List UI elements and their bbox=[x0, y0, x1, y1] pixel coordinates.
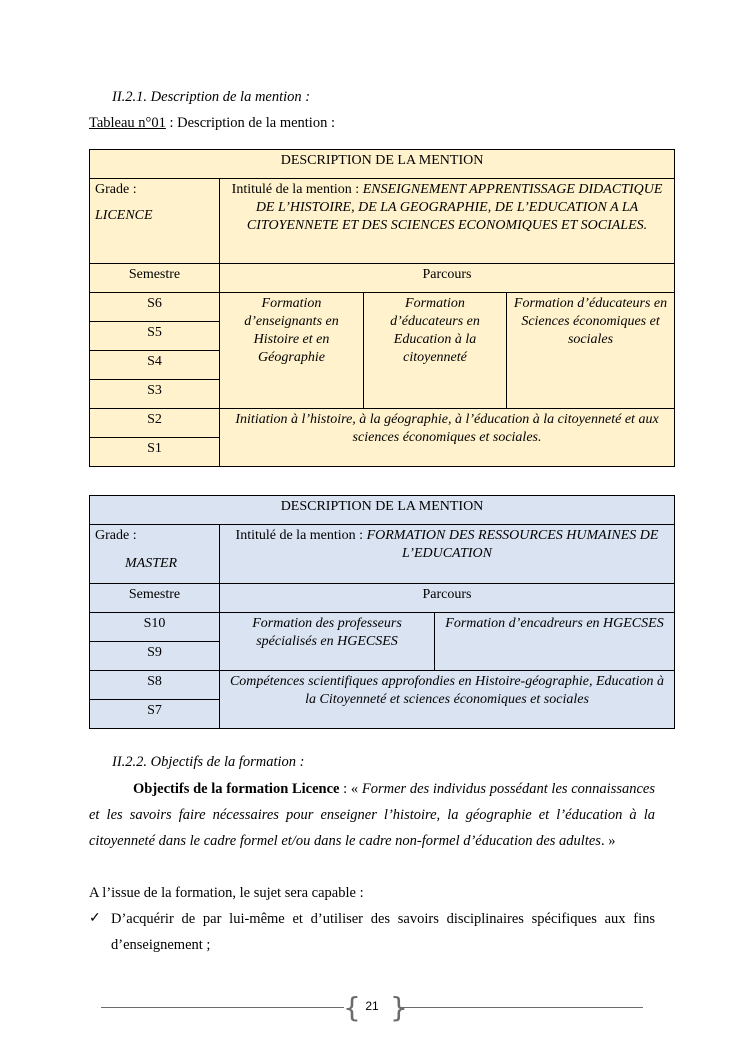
licence-description-table bbox=[89, 149, 675, 467]
right-brace-icon: } bbox=[390, 991, 408, 1024]
bullet-item: D’acquérir de par lui-même et d’utiliser des savoirs disciplinaires spécifiques aux fins d’enseignement ; bbox=[111, 911, 655, 953]
master-parcours-header: Parcours bbox=[220, 584, 675, 613]
licence-semester-cell: S6 bbox=[90, 293, 220, 322]
master-semestre-header: Semestre bbox=[90, 584, 220, 613]
licence-semestre-header: Semestre bbox=[90, 264, 220, 293]
licence-grade-cell bbox=[90, 179, 220, 264]
objectifs-lead: Objectifs de la formation Licence bbox=[133, 781, 340, 797]
licence-intitule-value: ENSEIGNEMENT APPRENTISSAGE DIDACTIQUE DE L’HISTOIRE, DE LA GEOGRAPHIE, DE L’EDUCATION A LA CITOYENNETE ET DES SCIENCES ECONOMIQUES ET SOCIALES. bbox=[246, 182, 663, 233]
licence-semester-cell: S2 bbox=[90, 409, 220, 438]
master-intitule-value: FORMATION DES RESSOURCES HUMAINES DE L’EDUCATION bbox=[366, 528, 659, 561]
licence-intitule-cell bbox=[220, 179, 675, 264]
table-caption bbox=[89, 115, 335, 132]
licence-parcours-sciences-eco: Formation d’éducateurs en Sciences économiques et sociales bbox=[507, 293, 675, 409]
footer-rule-right bbox=[400, 1007, 643, 1008]
master-grade-label: Grade : bbox=[95, 528, 137, 543]
master-table-header: DESCRIPTION DE LA MENTION bbox=[90, 496, 675, 525]
master-grade-cell bbox=[90, 525, 220, 584]
master-description-table bbox=[89, 495, 675, 729]
licence-intitule-label: Intitulé de la mention : bbox=[231, 182, 363, 197]
licence-semester-cell: S3 bbox=[90, 380, 220, 409]
master-competences-cell: Compétences scientifiques approfondies en Histoire-géographie, Education à la Citoyenneté et sciences économiques et sociales bbox=[220, 671, 675, 729]
licence-parcours-header: Parcours bbox=[220, 264, 675, 293]
objectifs-quote: Former des individus possédant les connaissances et les savoirs faire nécessaires pour enseigner l’histoire, la géographie et l’éducation à la citoyenneté dans le cadre formel et/ou dans le cadre non-formel d’éducation des adultes bbox=[89, 781, 655, 849]
licence-semester-cell: S4 bbox=[90, 351, 220, 380]
licence-parcours-citoyennete: Formation d’éducateurs en Education à la citoyenneté bbox=[364, 293, 507, 409]
table-caption-text: : Description de la mention : bbox=[165, 115, 335, 131]
master-semester-cell: S9 bbox=[90, 642, 220, 671]
master-grade-value: MASTER bbox=[125, 556, 178, 571]
licence-semester-cell: S5 bbox=[90, 322, 220, 351]
master-intitule-label: Intitulé de la mention : bbox=[235, 528, 367, 543]
licence-table-header: DESCRIPTION DE LA MENTION bbox=[90, 150, 675, 179]
checkmark-icon: ✓ bbox=[89, 911, 101, 926]
master-parcours-encadreurs: Formation d’encadreurs en HGECSES bbox=[435, 613, 675, 671]
page-number: 21 bbox=[365, 999, 379, 1013]
licence-grade-value: LICENCE bbox=[95, 208, 153, 223]
section-heading-objectifs: II.2.2. Objectifs de la formation : bbox=[112, 754, 305, 770]
table-caption-label: Tableau n°01 bbox=[89, 115, 166, 131]
master-intitule-cell bbox=[220, 525, 675, 584]
master-semester-cell: S8 bbox=[90, 671, 220, 700]
licence-parcours-histoire-geo: Formation d’enseignants en Histoire et en Géographie bbox=[220, 293, 364, 409]
objectifs-separator: : « bbox=[339, 781, 362, 797]
master-parcours-professeurs: Formation des professeurs spécialisés en HGECSES bbox=[220, 613, 435, 671]
objectifs-paragraph bbox=[89, 776, 655, 854]
left-brace-icon: { bbox=[343, 991, 361, 1024]
footer-rule-left bbox=[101, 1007, 344, 1008]
master-semester-cell: S10 bbox=[90, 613, 220, 642]
master-semester-cell: S7 bbox=[90, 700, 220, 729]
issue-text: A l’issue de la formation, le sujet sera capable : bbox=[89, 885, 364, 901]
licence-initiation-cell: Initiation à l’histoire, à la géographie, à l’éducation à la citoyenneté et aux sciences économiques et sociales. bbox=[220, 409, 675, 467]
licence-semester-cell: S1 bbox=[90, 438, 220, 467]
objectifs-quote-end: . » bbox=[600, 833, 616, 849]
section-heading-description: II.2.1. Description de la mention : bbox=[112, 89, 311, 105]
licence-grade-label: Grade : bbox=[95, 182, 137, 197]
